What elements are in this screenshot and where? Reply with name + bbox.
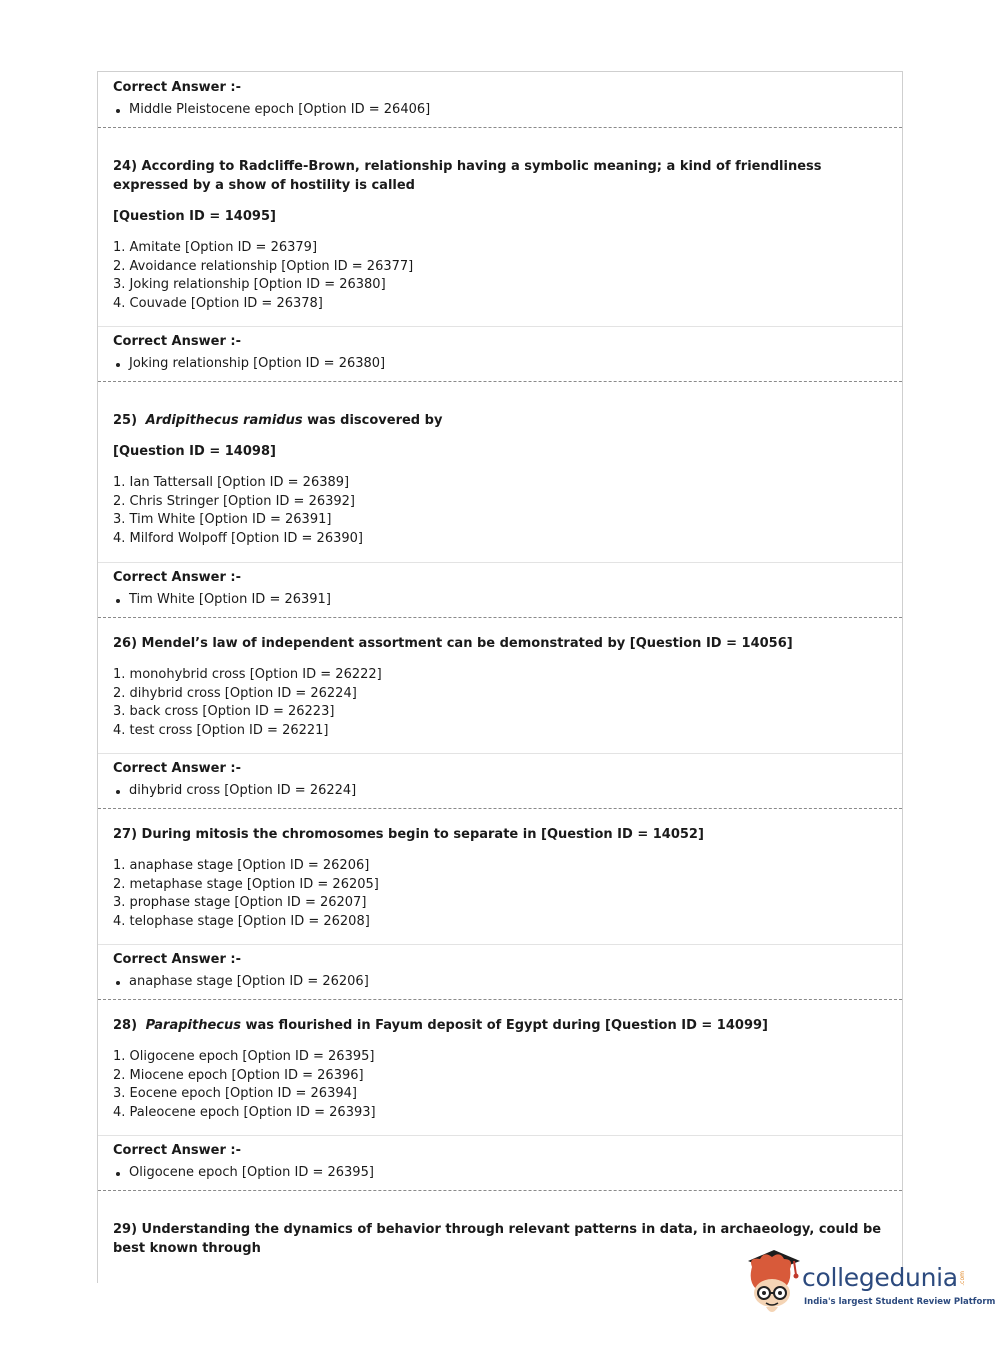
answer-title: Correct Answer :-	[113, 952, 241, 967]
question-id: [Question ID = 14098]	[113, 444, 276, 459]
option-item: 3. Eocene epoch [Option ID = 26394]	[113, 1086, 357, 1101]
option-item: 2. Miocene epoch [Option ID = 26396]	[113, 1067, 364, 1083]
option-item: 1. Oligocene epoch [Option ID = 26395]	[113, 1049, 375, 1064]
option-item: 2. Chris Stringer [Option ID = 26392]	[113, 493, 356, 509]
answer-block-28	[98, 1142, 902, 1182]
option-item: 4. telophase stage [Option ID = 26208]	[113, 913, 370, 929]
answer-value: dihybrid cross [Option ID = 26224]	[113, 782, 902, 800]
question-24	[98, 157, 902, 313]
species-name: Parapithecus	[145, 1018, 241, 1033]
question-id: [Question ID = 14095]	[113, 209, 276, 224]
answer-block-26	[98, 760, 902, 800]
question-divider	[98, 1190, 902, 1191]
question-text: 27) During mitosis the chromosomes begin to separate in [Question ID = 14052]	[113, 827, 704, 842]
answer-title: Correct Answer :-	[113, 80, 241, 95]
option-item: 4. Paleocene epoch [Option ID = 26393]	[113, 1104, 376, 1120]
question-divider	[98, 617, 902, 618]
question-text: 24) According to Radcliffe-Brown, relationship having a symbolic meaning; a kind of friendliness expressed by a show of hostility is called	[113, 159, 822, 193]
option-list	[113, 666, 902, 740]
answer-value: Joking relationship [Option ID = 26380]	[113, 355, 902, 373]
answer-divider	[98, 944, 902, 945]
question-text	[113, 411, 902, 430]
option-item: 4. test cross [Option ID = 26221]	[113, 722, 329, 738]
option-item: 2. Avoidance relationship [Option ID = 26377]	[113, 258, 414, 274]
option-item: 1. Amitate [Option ID = 26379]	[113, 240, 318, 255]
logo-wordmark: collegedunia	[802, 1263, 958, 1292]
logo-tagline: India's largest Student Review Platform	[804, 1297, 996, 1307]
answer-title: Correct Answer :-	[113, 334, 241, 349]
answer-block-24	[98, 333, 902, 373]
species-name: Ardipithecus ramidus	[145, 413, 303, 428]
answer-value: Middle Pleistocene epoch [Option ID = 26406]	[113, 101, 902, 119]
answer-title: Correct Answer :-	[113, 1143, 241, 1158]
question-28	[98, 1016, 902, 1122]
answer-block-27	[98, 951, 902, 991]
option-list	[113, 474, 902, 548]
option-item: 2. dihybrid cross [Option ID = 26224]	[113, 685, 357, 701]
answer-title: Correct Answer :-	[113, 761, 241, 776]
answer-divider	[98, 1135, 902, 1136]
question-number: 25)	[113, 413, 138, 428]
question-divider	[98, 808, 902, 809]
answer-divider	[98, 326, 902, 327]
question-divider	[98, 999, 902, 1000]
question-25	[98, 411, 902, 548]
question-text-rest: was flourished in Fayum deposit of Egypt during [Question ID = 14099]	[245, 1018, 768, 1033]
question-number: 28)	[113, 1018, 138, 1033]
question-text: 26) Mendel’s law of independent assortment can be demonstrated by [Question ID = 14056]	[113, 636, 793, 651]
question-text-rest: was discovered by	[307, 413, 443, 428]
question-text	[113, 1016, 902, 1035]
answer-block-25	[98, 569, 902, 609]
question-27	[98, 825, 902, 931]
answer-divider	[98, 753, 902, 754]
answer-value: Tim White [Option ID = 26391]	[113, 591, 902, 609]
question-text: 29) Understanding the dynamics of behavior through relevant patterns in data, in archaeology, could be best known through	[113, 1222, 882, 1256]
question-26	[98, 634, 902, 740]
option-list	[113, 857, 902, 931]
option-item: 3. Tim White [Option ID = 26391]	[113, 512, 332, 527]
option-item: 3. back cross [Option ID = 26223]	[113, 704, 335, 719]
question-divider	[98, 127, 902, 128]
option-item: 3. Joking relationship [Option ID = 26380]	[113, 277, 386, 292]
answer-divider	[98, 562, 902, 563]
option-list	[113, 1048, 902, 1122]
option-item: 4. Milford Wolpoff [Option ID = 26390]	[113, 530, 363, 546]
option-item: 1. monohybrid cross [Option ID = 26222]	[113, 667, 382, 682]
option-item: 1. Ian Tattersall [Option ID = 26389]	[113, 475, 350, 490]
question-divider	[98, 381, 902, 382]
option-item: 1. anaphase stage [Option ID = 26206]	[113, 858, 370, 873]
collegedunia-logo	[742, 1247, 996, 1322]
option-item: 4. Couvade [Option ID = 26378]	[113, 295, 323, 311]
logo-suffix: .com	[959, 1271, 966, 1286]
option-item: 2. metaphase stage [Option ID = 26205]	[113, 876, 379, 892]
answer-title: Correct Answer :-	[113, 570, 241, 585]
option-item: 3. prophase stage [Option ID = 26207]	[113, 895, 367, 910]
option-list	[113, 239, 902, 313]
mascot-icon	[742, 1247, 804, 1319]
answer-value: Oligocene epoch [Option ID = 26395]	[113, 1164, 902, 1182]
prev-answer-block	[98, 79, 902, 119]
answer-value: anaphase stage [Option ID = 26206]	[113, 973, 902, 991]
